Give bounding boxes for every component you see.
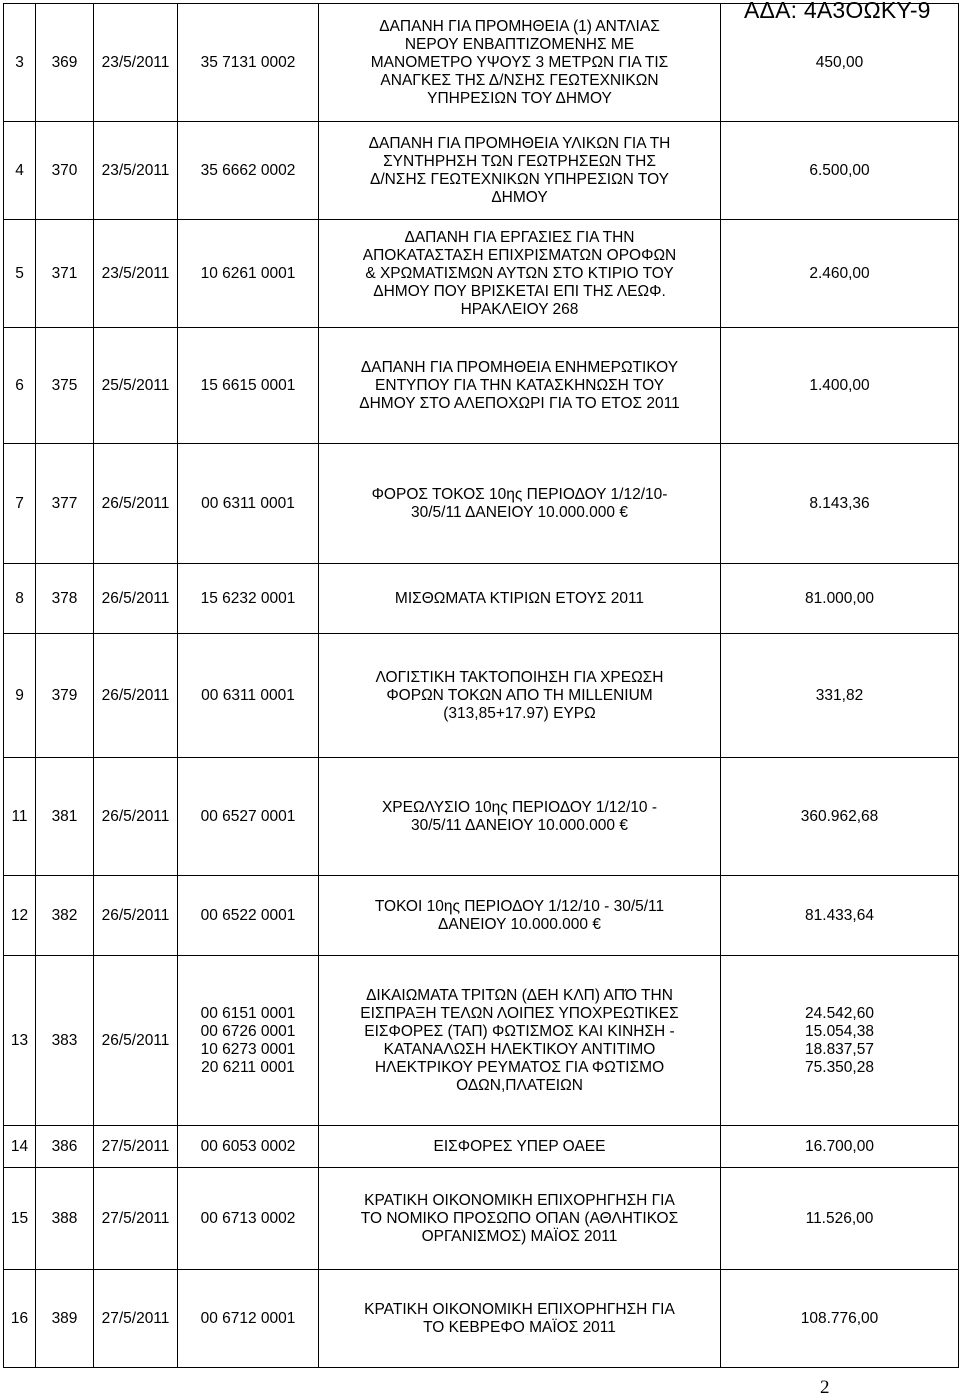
budget-code: 00 6053 0002 xyxy=(178,1126,319,1168)
expense-description: ΤΟΚΟΙ 10ης ΠΕΡΙΟΔΟΥ 1/12/10 - 30/5/11 ΔΑΝΕΙΟΥ 10.000.000 € xyxy=(319,876,721,956)
row-number: 12 xyxy=(4,876,36,956)
table-row xyxy=(4,122,959,220)
protocol-id: 389 xyxy=(36,1270,94,1368)
expense-description: ΕΙΣΦΟΡΕΣ ΥΠΕΡ ΟΑΕΕ xyxy=(319,1126,721,1168)
row-number: 7 xyxy=(4,444,36,564)
entry-date: 23/5/2011 xyxy=(94,122,178,220)
protocol-id: 388 xyxy=(36,1168,94,1270)
table-row xyxy=(4,4,959,122)
budget-code: 35 7131 0002 xyxy=(178,4,319,122)
expense-description: ΔΑΠΑΝΗ ΓΙΑ ΠΡΟΜΗΘΕΙΑ (1) ΑΝΤΛΙΑΣ ΝΕΡΟΥ ΕΝΒΑΠΤΙΖΟΜΕΝΗΣ ΜΕ ΜΑΝΟΜΕΤΡΟ ΥΨΟΥΣ 3 ΜΕΤΡΩΝ ΓΙΑ ΤΙΣ ΑΝΑΓΚΕΣ ΤΗΣ Δ/ΝΣΗΣ ΓΕΩΤΕΧΝΙΚΩΝ ΥΠΗΡΕΣΙΩΝ ΤΟΥ ΔΗΜΟΥ xyxy=(319,4,721,122)
protocol-id: 378 xyxy=(36,564,94,634)
entry-date: 27/5/2011 xyxy=(94,1126,178,1168)
amount: 81.433,64 xyxy=(721,876,959,956)
row-number: 11 xyxy=(4,758,36,876)
budget-code: 00 6712 0001 xyxy=(178,1270,319,1368)
entry-date: 25/5/2011 xyxy=(94,328,178,444)
entry-date: 26/5/2011 xyxy=(94,758,178,876)
amount: 360.962,68 xyxy=(721,758,959,876)
table-row xyxy=(4,1168,959,1270)
entry-date: 27/5/2011 xyxy=(94,1168,178,1270)
entry-date: 26/5/2011 xyxy=(94,564,178,634)
budget-code: 00 6311 0001 xyxy=(178,634,319,758)
table-row xyxy=(4,444,959,564)
protocol-id: 381 xyxy=(36,758,94,876)
expense-description: ΜΙΣΘΩΜΑΤΑ ΚΤΙΡΙΩΝ ΕΤΟΥΣ 2011 xyxy=(319,564,721,634)
protocol-id: 369 xyxy=(36,4,94,122)
table-row xyxy=(4,220,959,328)
amount: 331,82 xyxy=(721,634,959,758)
row-number: 15 xyxy=(4,1168,36,1270)
entry-date: 26/5/2011 xyxy=(94,876,178,956)
amount: 81.000,00 xyxy=(721,564,959,634)
table-row xyxy=(4,1126,959,1168)
row-number: 9 xyxy=(4,634,36,758)
table-row xyxy=(4,328,959,444)
budget-code: 00 6713 0002 xyxy=(178,1168,319,1270)
table-row xyxy=(4,876,959,956)
expense-description: ΔΙΚΑΙΩΜΑΤΑ ΤΡΙΤΩΝ (ΔΕΗ ΚΛΠ) ΑΠΌ ΤΗΝ ΕΙΣΠΡΑΞΗ ΤΕΛΩΝ ΛΟΙΠΕΣ ΥΠΟΧΡΕΩΤΙΚΕΣ ΕΙΣΦΟΡΕΣ (ΤΑΠ) ΦΩΤΙΣΜΟΣ ΚΑΙ ΚΙΝΗΣΗ - ΚΑΤΑΝΑΛΩΣΗ ΗΛΕΚΤΙΚΟΥ ΑΝΤΙΤΙΜΟ ΗΛΕΚΤΡΙΚΟΥ ΡΕΥΜΑΤΟΣ ΓΙΑ ΦΩΤΙΣΜΟ ΟΔΩΝ,ΠΛΑΤΕΙΩΝ xyxy=(319,956,721,1126)
amount: 450,00 xyxy=(721,4,959,122)
protocol-id: 386 xyxy=(36,1126,94,1168)
expense-description: ΔΑΠΑΝΗ ΓΙΑ ΠΡΟΜΗΘΕΙΑ ΕΝΗΜΕΡΩΤΙΚΟΥ ΕΝΤΥΠΟΥ ΓΙΑ ΤΗΝ ΚΑΤΑΣΚΗΝΩΣΗ ΤΟΥ ΔΗΜΟΥ ΣΤΟ ΑΛΕΠΟΧΩΡΙ ΓΙΑ ΤΟ ΕΤΟΣ 2011 xyxy=(319,328,721,444)
amount: 2.460,00 xyxy=(721,220,959,328)
amount: 8.143,36 xyxy=(721,444,959,564)
table-row xyxy=(4,758,959,876)
expense-description: ΦΟΡΟΣ ΤΟΚΟΣ 10ης ΠΕΡΙΟΔΟΥ 1/12/10- 30/5/11 ΔΑΝΕΙΟΥ 10.000.000 € xyxy=(319,444,721,564)
table-row xyxy=(4,956,959,1126)
entry-date: 26/5/2011 xyxy=(94,634,178,758)
page-number: 2 xyxy=(820,1377,830,1398)
expense-description: ΧΡΕΩΛΥΣΙΟ 10ης ΠΕΡΙΟΔΟΥ 1/12/10 - 30/5/11 ΔΑΝΕΙΟΥ 10.000.000 € xyxy=(319,758,721,876)
amount: 108.776,00 xyxy=(721,1270,959,1368)
budget-code: 15 6232 0001 xyxy=(178,564,319,634)
row-number: 4 xyxy=(4,122,36,220)
protocol-id: 370 xyxy=(36,122,94,220)
budget-code: 10 6261 0001 xyxy=(178,220,319,328)
entry-date: 23/5/2011 xyxy=(94,220,178,328)
amount: 16.700,00 xyxy=(721,1126,959,1168)
protocol-id: 379 xyxy=(36,634,94,758)
row-number: 13 xyxy=(4,956,36,1126)
expense-description: ΔΑΠΑΝΗ ΓΙΑ ΠΡΟΜΗΘΕΙΑ ΥΛΙΚΩΝ ΓΙΑ ΤΗ ΣΥΝΤΗΡΗΣΗ ΤΩΝ ΓΕΩΤΡΗΣΕΩΝ ΤΗΣ Δ/ΝΣΗΣ ΓΕΩΤΕΧΝΙΚΩΝ ΥΠΗΡΕΣΙΩΝ ΤΟΥ ΔΗΜΟΥ xyxy=(319,122,721,220)
protocol-id: 382 xyxy=(36,876,94,956)
row-number: 16 xyxy=(4,1270,36,1368)
amount: 6.500,00 xyxy=(721,122,959,220)
expense-table xyxy=(3,3,959,1368)
row-number: 6 xyxy=(4,328,36,444)
row-number: 5 xyxy=(4,220,36,328)
budget-code: 15 6615 0001 xyxy=(178,328,319,444)
table-row xyxy=(4,634,959,758)
amount: 11.526,00 xyxy=(721,1168,959,1270)
budget-code: 00 6527 0001 xyxy=(178,758,319,876)
protocol-id: 375 xyxy=(36,328,94,444)
protocol-id: 371 xyxy=(36,220,94,328)
row-number: 8 xyxy=(4,564,36,634)
budget-code: 00 6311 0001 xyxy=(178,444,319,564)
budget-code: 00 6522 0001 xyxy=(178,876,319,956)
expense-description: ΛΟΓΙΣΤΙΚΗ ΤΑΚΤΟΠΟΙΗΣΗ ΓΙΑ ΧΡΕΩΣΗ ΦΟΡΩΝ ΤΟΚΩΝ ΑΠΟ ΤΗ MILLENIUM (313,85+17.97) ΕΥΡΩ xyxy=(319,634,721,758)
entry-date: 27/5/2011 xyxy=(94,1270,178,1368)
amount: 1.400,00 xyxy=(721,328,959,444)
budget-code: 00 6151 0001 00 6726 0001 10 6273 0001 20 6211 0001 xyxy=(178,956,319,1126)
entry-date: 26/5/2011 xyxy=(94,444,178,564)
protocol-id: 383 xyxy=(36,956,94,1126)
expense-description: ΚΡΑΤΙΚΗ ΟΙΚΟΝΟΜΙΚΗ ΕΠΙΧΟΡΗΓΗΣΗ ΓΙΑ ΤΟ ΚΕΒΡΕΦΟ ΜΑΪΟΣ 2011 xyxy=(319,1270,721,1368)
entry-date: 26/5/2011 xyxy=(94,956,178,1126)
ada-stamp: ΑΔΑ: 4Α3ΟΩΚΥ-9 xyxy=(744,0,931,23)
entry-date: 23/5/2011 xyxy=(94,4,178,122)
row-number: 14 xyxy=(4,1126,36,1168)
protocol-id: 377 xyxy=(36,444,94,564)
amount: 24.542,60 15.054,38 18.837,57 75.350,28 xyxy=(721,956,959,1126)
table-row xyxy=(4,564,959,634)
row-number: 3 xyxy=(4,4,36,122)
expense-description: ΔΑΠΑΝΗ ΓΙΑ ΕΡΓΑΣΙΕΣ ΓΙΑ ΤΗΝ ΑΠΟΚΑΤΑΣΤΑΣΗ ΕΠΙΧΡΙΣΜΑΤΩΝ ΟΡΟΦΩΝ & ΧΡΩΜΑΤΙΣΜΩΝ ΑΥΤΩΝ ΣΤΟ ΚΤΙΡΙΟ ΤΟΥ ΔΗΜΟΥ ΠΟΥ ΒΡΙΣΚΕΤΑΙ ΕΠΙ ΤΗΣ ΛΕΩΦ. ΗΡΑΚΛΕΙΟΥ 268 xyxy=(319,220,721,328)
expense-description: ΚΡΑΤΙΚΗ ΟΙΚΟΝΟΜΙΚΗ ΕΠΙΧΟΡΗΓΗΣΗ ΓΙΑ ΤΟ ΝΟΜΙΚΟ ΠΡΟΣΩΠΟ ΟΠΑΝ (ΑΘΛΗΤΙΚΟΣ ΟΡΓΑΝΙΣΜΟΣ) ΜΑΪΟΣ 2011 xyxy=(319,1168,721,1270)
table-row xyxy=(4,1270,959,1368)
budget-code: 35 6662 0002 xyxy=(178,122,319,220)
